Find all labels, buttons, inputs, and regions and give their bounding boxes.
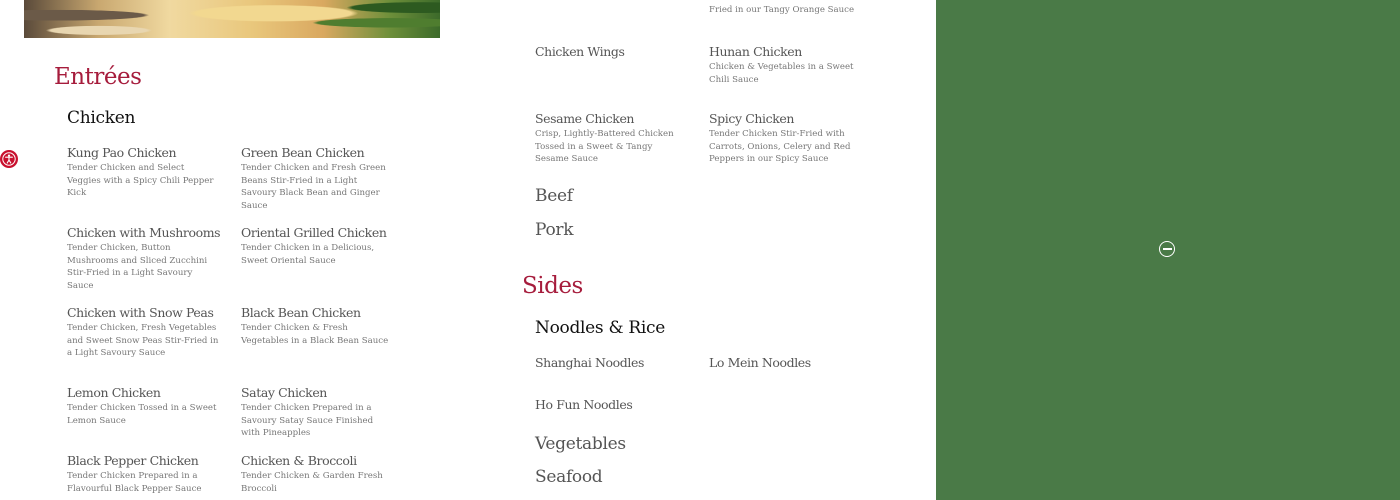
menu-item-desc: Tender Chicken Tossed in a Sweet Lemon Sauce <box>67 403 217 426</box>
menu-item-name: Ho Fun Noodles <box>535 397 633 412</box>
menu-item-name: Sesame Chicken <box>535 111 635 126</box>
minus-bar <box>1163 248 1172 250</box>
menu-item-name: Satay Chicken <box>241 385 327 400</box>
menu-item-name: Spicy Chicken <box>709 111 795 126</box>
menu-item-desc: Tender Chicken & Fresh Vegetables in a Black Bean Sauce <box>241 323 389 346</box>
chicken-category-title: Chicken <box>67 108 136 128</box>
menu-item-name: Black Bean Chicken <box>241 305 361 320</box>
menu-item <box>709 44 861 86</box>
menu-item-desc: Tender Chicken Prepared in a Savoury Satay Sauce Finished with Pineapples <box>241 403 374 439</box>
menu-item-name: Lemon Chicken <box>67 385 161 400</box>
menu-item <box>535 397 687 412</box>
menu-item-name: Chicken with Snow Peas <box>67 305 214 320</box>
menu-item <box>67 305 219 360</box>
menu-item <box>709 111 861 166</box>
menu-item-name: Oriental Grilled Chicken <box>241 225 387 240</box>
menu-item-name: Shanghai Noodles <box>535 355 644 370</box>
menu-item <box>241 145 393 213</box>
beef-category-title[interactable]: Beef <box>535 186 573 206</box>
menu-item <box>241 453 393 495</box>
menu-item-desc: Tender Chicken and Select Veggies with a Spicy Chili Pepper Kick <box>67 163 214 199</box>
menu-item-desc: Tender Chicken and Fresh Green Beans Stir-Fried in a Light Savoury Black Bean and Ginger Sauce <box>241 163 386 212</box>
menu-item <box>241 385 393 440</box>
menu-item-desc-partial: Fried in our Tangy Orange Sauce <box>709 5 855 15</box>
menu-item-name: Green Bean Chicken <box>241 145 365 160</box>
menu-item <box>535 111 687 166</box>
menu-item-desc: Tender Chicken Prepared in a Flavourful Black Pepper Sauce <box>67 471 202 494</box>
entrees-title: Entrées <box>54 64 142 90</box>
menu-item-desc: Tender Chicken Stir-Fried with Carrots, Onions, Celery and Red Peppers in our Spicy Sauce <box>709 129 851 165</box>
menu-item <box>709 355 861 370</box>
menu-item-desc: Tender Chicken, Button Mushrooms and Sliced Zucchini Stir-Fried in a Light Savoury Sauce <box>67 243 208 292</box>
menu-item-desc: Tender Chicken & Garden Fresh Broccoli <box>241 471 383 494</box>
accessibility-icon[interactable] <box>0 150 18 168</box>
vegetables-category-title[interactable]: Vegetables <box>535 434 626 454</box>
menu-item <box>535 44 687 59</box>
noodles-category-title: Noodles & Rice <box>535 318 666 338</box>
menu-item-name: Hunan Chicken <box>709 44 802 59</box>
menu-item <box>67 145 219 200</box>
menu-item-desc: Chicken & Vegetables in a Sweet Chili Sauce <box>709 62 854 85</box>
menu-item-desc: Tender Chicken, Fresh Vegetables and Sweet Snow Peas Stir-Fried in a Light Savoury Sauce <box>67 323 219 359</box>
food-photo <box>24 0 440 38</box>
menu-item-desc: Tender Chicken in a Delicious, Sweet Oriental Sauce <box>241 243 375 266</box>
menu-item <box>67 453 219 495</box>
menu-item-name: Chicken & Broccoli <box>241 453 357 468</box>
seafood-category-title[interactable]: Seafood <box>535 467 603 487</box>
menu-item-name: Kung Pao Chicken <box>67 145 177 160</box>
menu-item-desc: Crisp, Lightly-Battered Chicken Tossed in a Sweet & Tangy Sesame Sauce <box>535 129 674 165</box>
menu-item-name: Lo Mein Noodles <box>709 355 811 370</box>
menu-item-name: Chicken Wings <box>535 44 625 59</box>
menu-item <box>241 305 393 347</box>
menu-item <box>241 225 393 267</box>
menu-item-name: Chicken with Mushrooms <box>67 225 221 240</box>
sides-title: Sides <box>522 273 583 299</box>
zoom-out-icon[interactable] <box>1159 241 1175 257</box>
pork-category-title[interactable]: Pork <box>535 220 574 240</box>
menu-item <box>67 385 219 427</box>
menu-item-name: Black Pepper Chicken <box>67 453 199 468</box>
menu-item <box>67 225 219 293</box>
menu-item <box>535 355 687 370</box>
accessibility-figure-icon <box>2 152 16 166</box>
